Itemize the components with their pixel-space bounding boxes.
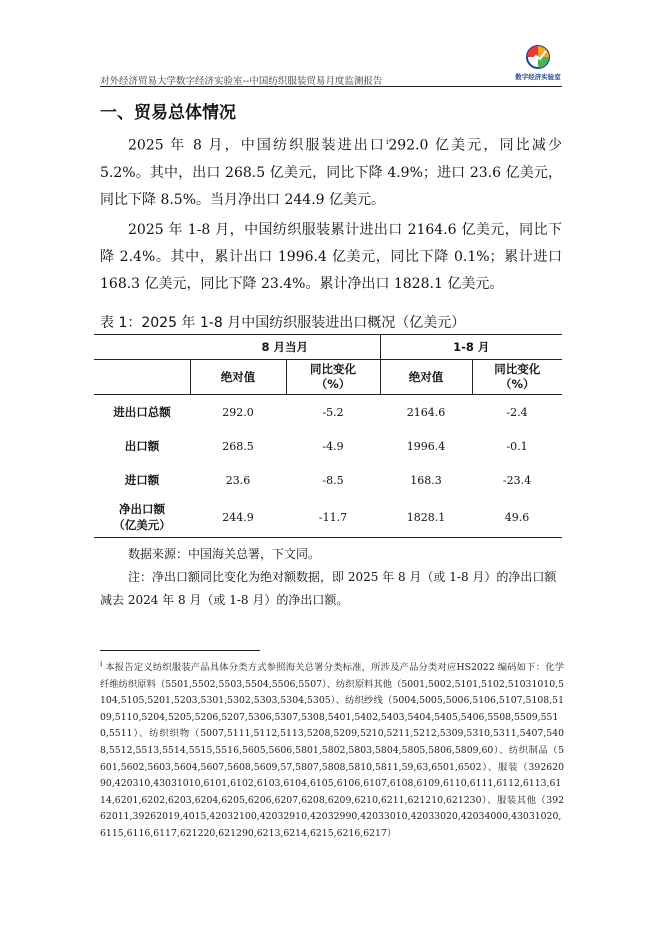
cell-month-abs: 268.5 — [222, 439, 254, 453]
cell-month-yoy: -5.2 — [322, 405, 344, 419]
lab-logo-icon — [513, 44, 563, 72]
footnote-rule — [100, 650, 260, 651]
footnote-ref[interactable]: i — [386, 138, 389, 146]
cell-cum-yoy: -2.4 — [506, 405, 528, 419]
cell-month-yoy: -4.9 — [322, 439, 344, 453]
table-title: 表 1：2025 年 1-8 月中国纺织服装进出口概况（亿美元） — [100, 315, 466, 331]
trade-summary-table — [94, 334, 562, 538]
cell-cum-abs: 2164.6 — [406, 405, 446, 419]
cell-month-yoy: -11.7 — [286, 497, 380, 538]
section-title: 一、贸易总体情况 — [100, 103, 236, 123]
footnote — [100, 656, 564, 843]
table-corner-cell — [94, 335, 190, 360]
cell-month-abs: 292.0 — [222, 405, 254, 419]
table-row — [94, 497, 562, 538]
yoy-label: 同比变化 — [494, 362, 541, 376]
row-label — [94, 497, 190, 538]
table-sub-header-row — [94, 360, 562, 395]
yoy-unit: （%） — [315, 377, 351, 391]
cell-cum-abs: 1828.1 — [380, 497, 472, 538]
cell-month-yoy: -8.5 — [322, 473, 344, 487]
paragraph-cumulative: 2025 年 1-8 月，中国纺织服装累计进出口 2164.6 亿美元，同比下降 2.4%。其中，累计出口 1996.4 亿美元，同比下降 0.1%；累计进口 168.3 亿美元，同比下降 23.4%。累计净出口 1828.1 亿美元。 — [100, 222, 562, 292]
sub-header-month-yoy — [286, 360, 380, 395]
row-label-line2: （亿美元） — [113, 518, 171, 532]
row-label: 进出口总额 — [113, 405, 171, 419]
paragraph-monthly — [100, 129, 562, 214]
row-label: 进口额 — [124, 473, 160, 487]
sub-header-cum-abs: 绝对值 — [380, 360, 472, 395]
group-header-month: 8 月当月 — [190, 335, 380, 360]
header-rule — [100, 86, 562, 87]
cell-month-abs: 244.9 — [190, 497, 286, 538]
running-header: 对外经济贸易大学数字经济实验室--中国纺织服装贸易月度监测报告 — [100, 76, 383, 87]
cell-cum-abs: 1996.4 — [406, 439, 446, 453]
table-row — [94, 463, 562, 497]
calculation-note: 注：净出口额同比变化为绝对额数据，即 2025 年 8 月（或 1-8 月）的净出口额减去 2024 年 8 月（或 1-8 月）的净出口额。 — [100, 570, 557, 607]
data-source-note: 数据来源：中国海关总署，下文同。 — [128, 547, 321, 561]
table-group-header-row — [94, 335, 562, 360]
paragraph-monthly-part1: 2025 年 8 月，中国纺织服装进出口 — [128, 137, 387, 154]
sub-header-cum-yoy — [472, 360, 562, 395]
logo-text: 数字经济实验室 — [515, 73, 561, 81]
lab-logo — [513, 44, 563, 84]
cell-cum-abs: 168.3 — [410, 473, 442, 487]
cell-cum-yoy: -0.1 — [506, 439, 528, 453]
footnote-marker: i — [100, 660, 103, 668]
yoy-label: 同比变化 — [310, 362, 356, 376]
sub-header-month-abs: 绝对值 — [190, 360, 286, 395]
table-row — [94, 395, 562, 430]
table-row — [94, 429, 562, 463]
cell-cum-yoy: 49.6 — [472, 497, 562, 538]
row-label: 出口额 — [124, 439, 160, 453]
paragraph-monthly-part2: 292.0 亿美元，同比减少 5.2%。其中，出口 268.5 亿美元，同比下降 4.9%；进口 23.6 亿美元，同比下降 8.5%。当月净出口 244.9 亿美元。 — [100, 137, 562, 208]
footnote-text: 本报告定义纺织服装产品具体分类方式参照海关总署分类标准，所涉及产品分类对应HS2022 编码如下：化学纤维纺织原料（5501,5502,5503,5504,5506,5507）、纺织原料其他（5001,5002,5101,5102,51031010,5104,5105,5201,5203,5301,5302,5303,5304,5305）、纺织纱线（5004,5005,5006,5106,5107,5108,5109,5110,5204,5205,5206,5207,5306,5307,5308,5401,5402,5403,5404,5405,5406,5508,5509,5510,5511）、纺织织物（5007,5111,5112,5113,5208,5209,5210,5211,5212,5309,5310,5311,5407,5408,5512,5513,5514,5515,5516,5605,5606,5801,5802,5803,5804,5805,5806,5809,60）、纺织制品（5601,5602,5603,5604,5607,5608,5609,57,5807,5808,5810,5811,59,63,6501,6502）、服装（39262090,420310,43031010,6101,6102,6103,6104,6105,6106,6107,6108,6109,6110,6111,6112,6113,6114,6201,6202,6203,6204,6205,6206,6207,6208,6209,6210,6211,621210,621230）、服装其他（39262011,39262019,4015,42032100,42032910,42032990,42033010,42033020,42034000,43031020,6115,6116,6117,621220,621290,6213,6214,6215,6216,6217） — [100, 662, 564, 840]
table-corner-cell-2 — [94, 360, 190, 395]
row-label-line1: 净出口额 — [119, 502, 165, 516]
cell-month-abs: 23.6 — [225, 473, 251, 487]
group-header-cumulative: 1-8 月 — [380, 335, 562, 360]
yoy-unit: （%） — [499, 377, 535, 391]
cell-cum-yoy: -23.4 — [502, 473, 532, 487]
